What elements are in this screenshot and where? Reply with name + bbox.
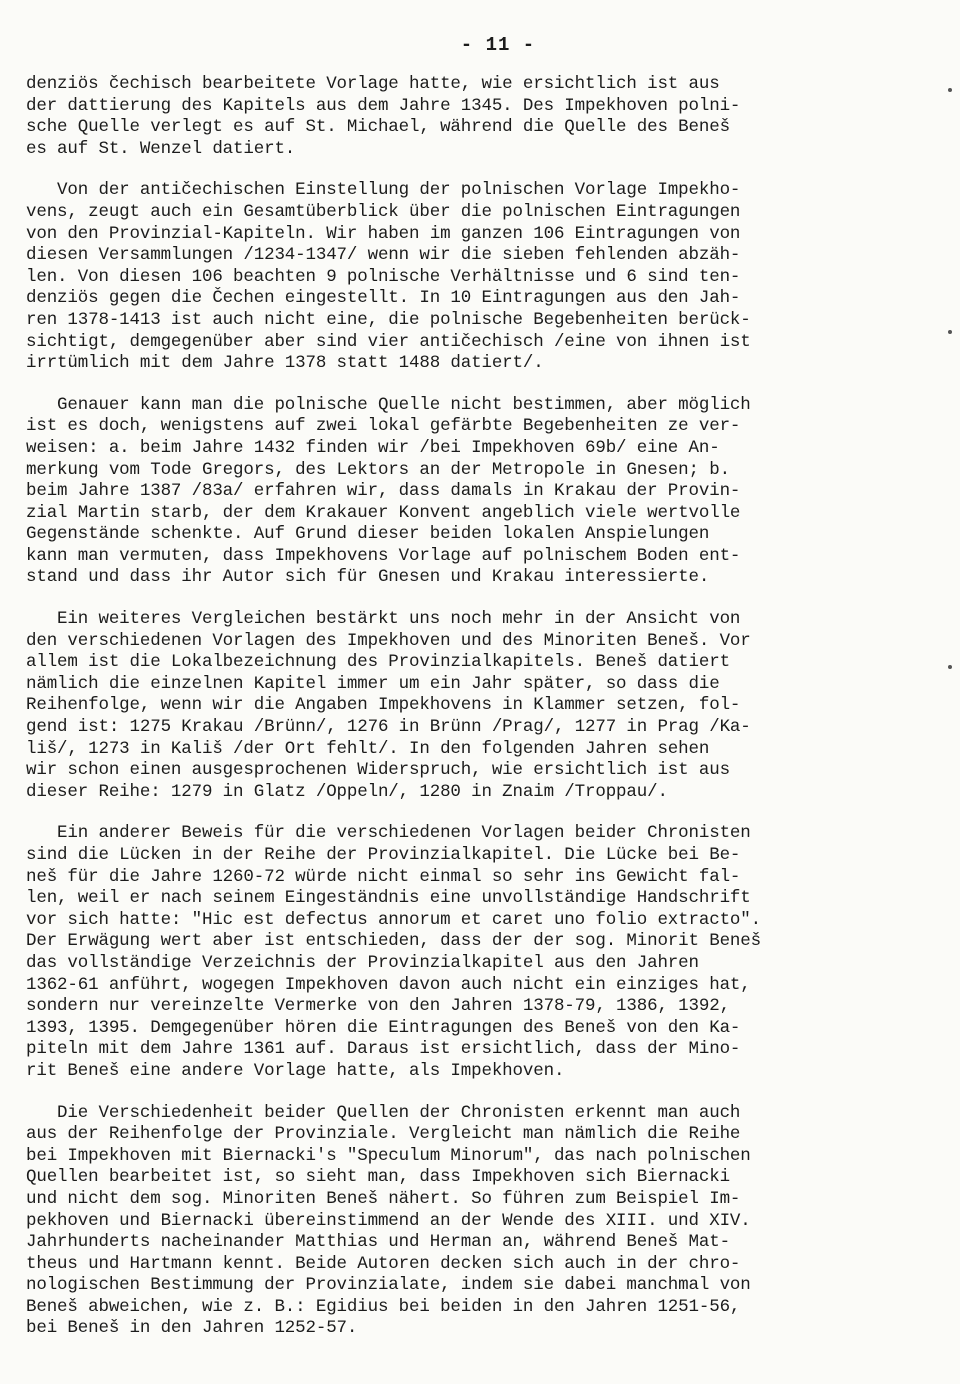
- text-line: Quellen bearbeitet ist, so sieht man, dass Impekhoven sich Biernacki: [26, 1167, 730, 1188]
- text-line: vor sich hatte: "Hic est defectus annorum et caret uno folio extracto".: [26, 909, 761, 930]
- page-number: - 11 -: [460, 34, 536, 56]
- text-line: Beneš abweichen, wie z. B.: Egidius bei beiden in den Jahren 1251-56,: [26, 1296, 741, 1317]
- text-line: sind die Lücken in der Reihe der Provinzialkapitel. Die Lücke bei Be-: [26, 845, 741, 865]
- text-line: Gegenstände schenkte. Auf Grund dieser beiden lokalen Anspielungen: [26, 524, 710, 545]
- text-line: Ein anderer Beweis für die verschiedenen Vorlagen beider Chronisten: [26, 823, 751, 844]
- paragraph: [26, 609, 930, 803]
- text-line: 1393, 1395. Demgegenüber hören die Eintragungen des Beneš von den Ka-: [26, 1017, 741, 1038]
- text-line: neš für die Jahre 1260-72 würde nicht einmal so sehr ins Gewicht fal-: [26, 866, 741, 887]
- margin-speck: [948, 330, 952, 334]
- text-line: Reihenfolge, wenn wir die Angaben Impekhovens in Klammer setzen, fol-: [26, 695, 741, 716]
- text-line: aus der Reihenfolge der Provinziale. Vergleicht man nämlich die Reihe: [26, 1124, 741, 1145]
- text-line: es auf St. Wenzel datiert.: [26, 138, 296, 159]
- text-line: bei Beneš in den Jahren 1252-57.: [26, 1318, 358, 1339]
- paragraph: [26, 823, 930, 1082]
- text-line: stand und dass ihr Autor sich für Gnesen und Krakau interessierte.: [26, 567, 710, 588]
- text-line: pekhoven und Biernacki übereinstimmend an der Wende des XIII. und XIV.: [26, 1210, 751, 1231]
- text-line: zial Martin starb, der dem Krakauer Konvent angeblich viele wertvolle: [26, 502, 741, 523]
- text-line: Der Erwägung wert aber ist entschieden, dass der der sog. Minorit Beneš: [26, 931, 761, 952]
- text-line: sondern nur vereinzelte Vermerke von den Jahren 1378-79, 1386, 1392,: [26, 996, 730, 1017]
- text-line: weisen: a. beim Jahre 1432 finden wir /bei Impekhoven 69b/ eine An-: [26, 437, 720, 458]
- text-line: dieser Reihe: 1279 in Glatz /Oppeln/, 1280 in Znaim /Troppau/.: [26, 781, 668, 802]
- body-text: [26, 74, 930, 1340]
- text-line: Genauer kann man die polnische Quelle nicht bestimmen, aber möglich: [26, 394, 751, 415]
- text-line: bei Impekhoven mit Biernacki's "Speculum Minorum", das nach polnischen: [26, 1145, 751, 1166]
- text-line: Ein weiteres Vergleichen bestärkt uns noch mehr in der Ansicht von: [26, 609, 741, 630]
- text-line: Von der antičechischen Einstellung der polnischen Vorlage Impekho-: [26, 180, 741, 201]
- text-line: allem ist die Lokalbezeichnung des Provinzialkapitels. Beneš datiert: [26, 652, 730, 673]
- text-line: von den Provinzial-Kapiteln. Wir haben im ganzen 106 Eintragungen von: [26, 223, 741, 244]
- text-line: beim Jahre 1387 /83a/ erfahren wir, dass damals in Krakau der Provin-: [26, 481, 741, 502]
- text-line: gend ist: 1275 Krakau /Brünn/, 1276 in Brünn /Prag/, 1277 in Prag /Ka-: [26, 717, 751, 738]
- text-line: denziös gegen die Čechen eingestellt. In 10 Eintragungen aus den Jah-: [26, 288, 741, 309]
- text-line: denziös čechisch bearbeitete Vorlage hatte, wie ersichtlich ist aus: [26, 74, 720, 94]
- text-line: theus und Hartmann kennt. Beide Autoren decken sich auch in der chro-: [26, 1253, 741, 1274]
- text-line: der dattierung des Kapitels aus dem Jahre 1345. Des Impekhoven polni-: [26, 95, 741, 116]
- text-line: das vollständige Verzeichnis der Provinzialkapitel aus den Jahren: [26, 952, 699, 973]
- text-line: len, weil er nach seinem Eingeständnis eine unvollständige Handschrift: [26, 888, 751, 909]
- margin-speck: [948, 88, 952, 92]
- text-line: Die Verschiedenheit beider Quellen der Chronisten erkennt man auch: [26, 1102, 741, 1123]
- text-line: sche Quelle verlegt es auf St. Michael, während die Quelle des Beneš: [26, 117, 730, 138]
- text-line: kann man vermuten, dass Impekhovens Vorlage auf polnischem Boden ent-: [26, 545, 741, 566]
- text-line: liš/, 1273 in Kališ /der Ort fehlt/. In den folgenden Jahren sehen: [26, 738, 710, 759]
- text-line: piteln mit dem Jahre 1361 auf. Daraus ist ersichtlich, dass der Mino-: [26, 1039, 741, 1060]
- text-line: und nicht dem sog. Minoriten Beneš nähert. So führen zum Beispiel Im-: [26, 1188, 741, 1209]
- text-line: irrtümlich mit dem Jahre 1378 statt 1488 datiert/.: [26, 353, 544, 374]
- text-line: diesen Versammlungen /1234-1347/ wenn wir die sieben fehlenden abzäh-: [26, 245, 741, 266]
- text-line: merkung vom Tode Gregors, des Lektors an der Metropole in Gnesen; b.: [26, 459, 730, 480]
- text-line: vens, zeugt auch ein Gesamtüberblick über die polnischen Eintragungen: [26, 201, 741, 222]
- text-line: nologischen Bestimmung der Provinzialate, indem sie dabei manchmal von: [26, 1275, 751, 1296]
- text-line: 1362-61 anführt, wogegen Impekhoven davon auch nicht ein einziges hat,: [26, 974, 751, 995]
- margin-speck: [948, 665, 952, 669]
- text-line: nämlich die einzelnen Kapitel immer um ein Jahr später, so dass die: [26, 673, 720, 694]
- paragraph: [26, 74, 930, 160]
- text-line: den verschiedenen Vorlagen des Impekhoven und des Minoriten Beneš. Vor: [26, 630, 751, 651]
- text-line: Jahrhunderts nacheinander Matthias und Herman an, während Beneš Mat-: [26, 1232, 730, 1253]
- text-line: wir schon einen ausgesprochenen Widerspruch, wie ersichtlich ist aus: [26, 760, 730, 781]
- text-line: len. Von diesen 106 beachten 9 polnische Verhältnisse und 6 sind ten-: [26, 266, 741, 287]
- paragraph: [26, 180, 930, 374]
- text-line: sichtigt, demgegenüber aber sind vier antičechisch /eine von ihnen ist: [26, 331, 751, 352]
- text-line: rit Beneš eine andere Vorlage hatte, als Impekhoven.: [26, 1060, 565, 1081]
- paragraph: [26, 1103, 930, 1341]
- paragraph: [26, 395, 930, 589]
- text-line: ist es doch, wenigstens auf zwei lokal gefärbte Begebenheiten ze ver-: [26, 416, 741, 437]
- text-line: ren 1378-1413 ist auch nicht eine, die polnische Begebenheiten berück-: [26, 309, 751, 330]
